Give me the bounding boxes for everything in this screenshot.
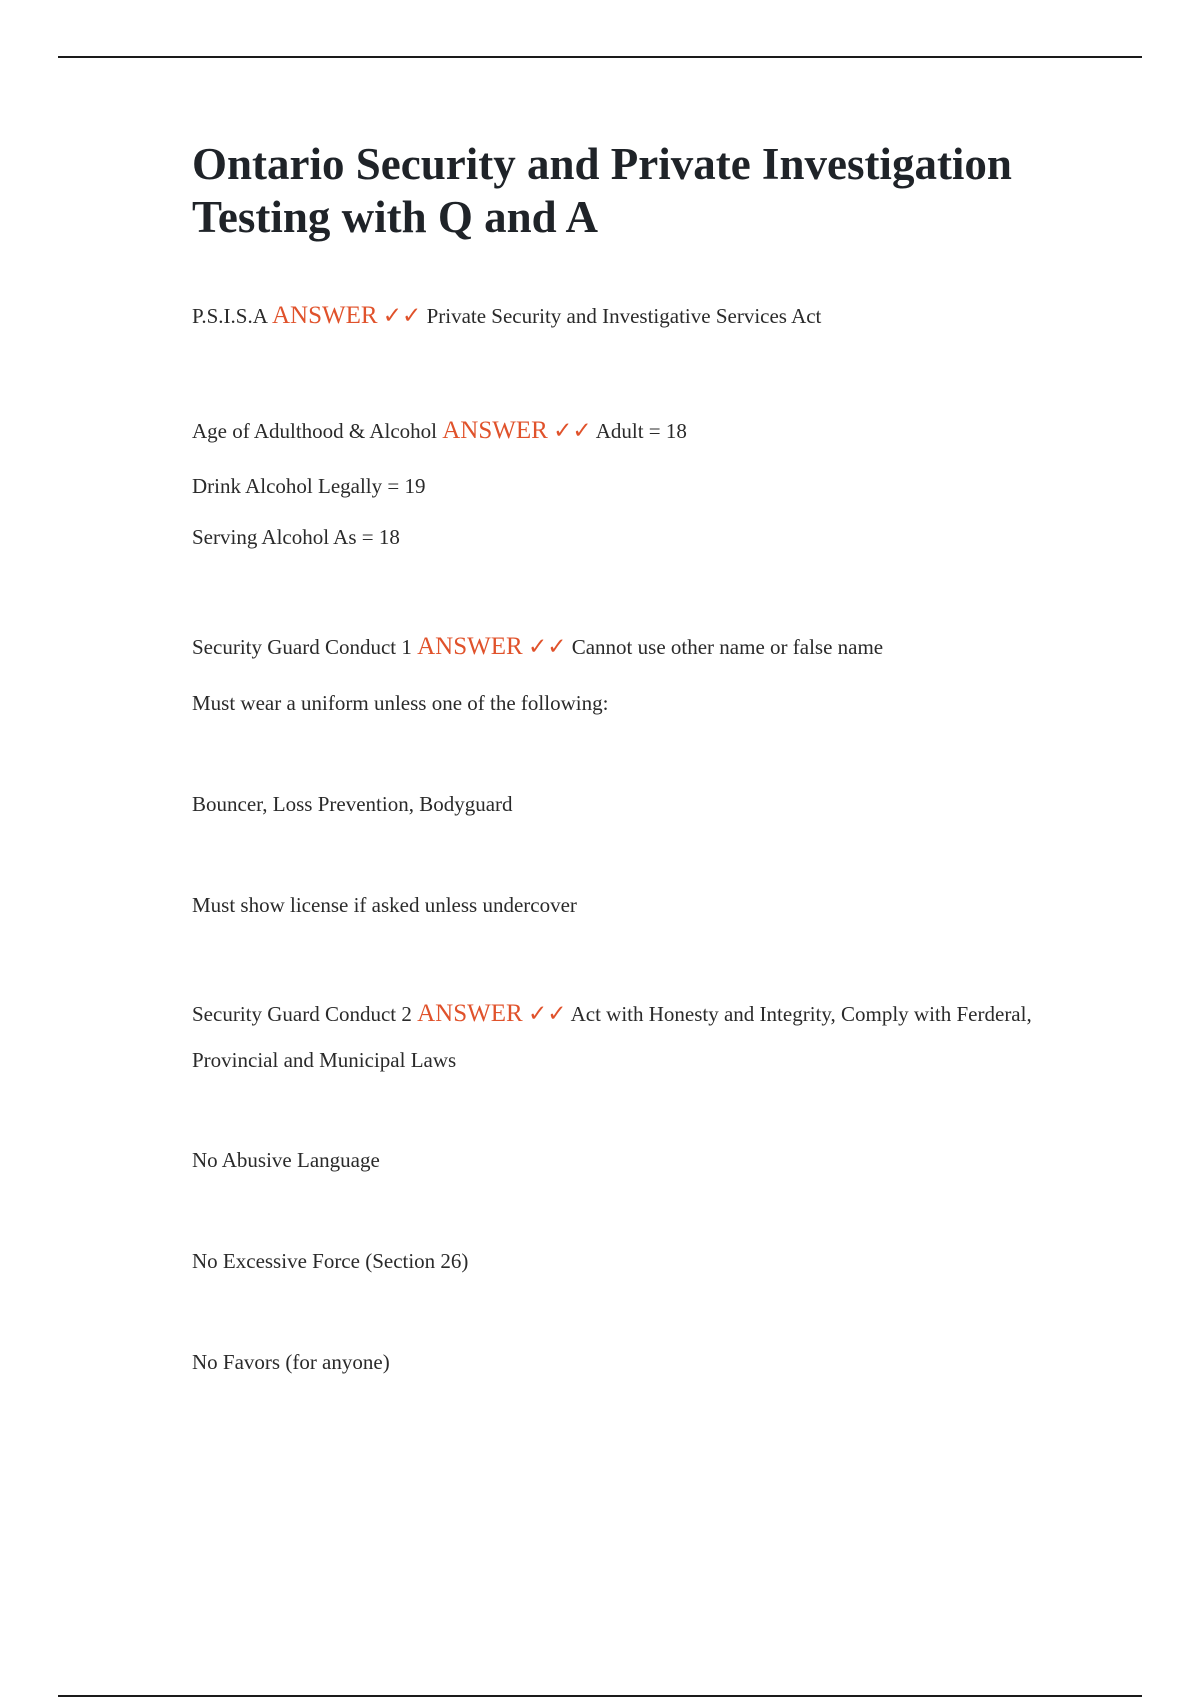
check-icon: ✓✓	[553, 418, 592, 443]
qa-item	[192, 624, 883, 670]
check-icon: ✓✓	[527, 634, 567, 659]
answer-marker: ANSWER	[417, 633, 523, 660]
answer-text: Private Security and Investigative Services Act	[426, 304, 822, 328]
detail-line: No Abusive Language	[192, 1148, 380, 1172]
qa-item	[192, 991, 1042, 1083]
detail-line: No Excessive Force (Section 26)	[192, 1249, 469, 1273]
bottom-divider	[58, 1695, 1142, 1697]
top-divider	[58, 56, 1142, 58]
document-page	[192, 138, 1072, 244]
detail-line: Serving Alcohol As = 18	[192, 525, 400, 549]
qa-item	[192, 293, 821, 339]
answer-text: Cannot use other name or false name	[571, 635, 884, 659]
detail-line: Bouncer, Loss Prevention, Bodyguard	[192, 792, 513, 816]
question-text: Age of Adulthood & Alcohol	[192, 419, 437, 443]
answer-text: Adult = 18	[595, 419, 687, 443]
question-text: P.S.I.S.A	[192, 304, 267, 328]
detail-line: Must show license if asked unless undercover	[192, 893, 577, 917]
detail-line: Must wear a uniform unless one of the following:	[192, 691, 609, 715]
check-icon: ✓✓	[527, 1001, 567, 1026]
answer-marker: ANSWER	[442, 417, 548, 444]
question-text: Security Guard Conduct 2	[192, 1002, 412, 1026]
question-text: Security Guard Conduct 1	[192, 635, 412, 659]
check-icon: ✓✓	[382, 303, 422, 328]
answer-marker: ANSWER	[271, 302, 378, 329]
answer-text: Act with Honesty and Integrity, Comply with Ferderal, Provincial and Municipal Laws	[192, 1002, 1032, 1072]
detail-line: No Favors (for anyone)	[192, 1350, 390, 1374]
qa-item	[192, 408, 687, 454]
answer-marker: ANSWER	[417, 1000, 523, 1027]
document-title: Ontario Security and Private Investigation Testing with Q and A	[192, 139, 1012, 242]
detail-line: Drink Alcohol Legally = 19	[192, 474, 426, 498]
